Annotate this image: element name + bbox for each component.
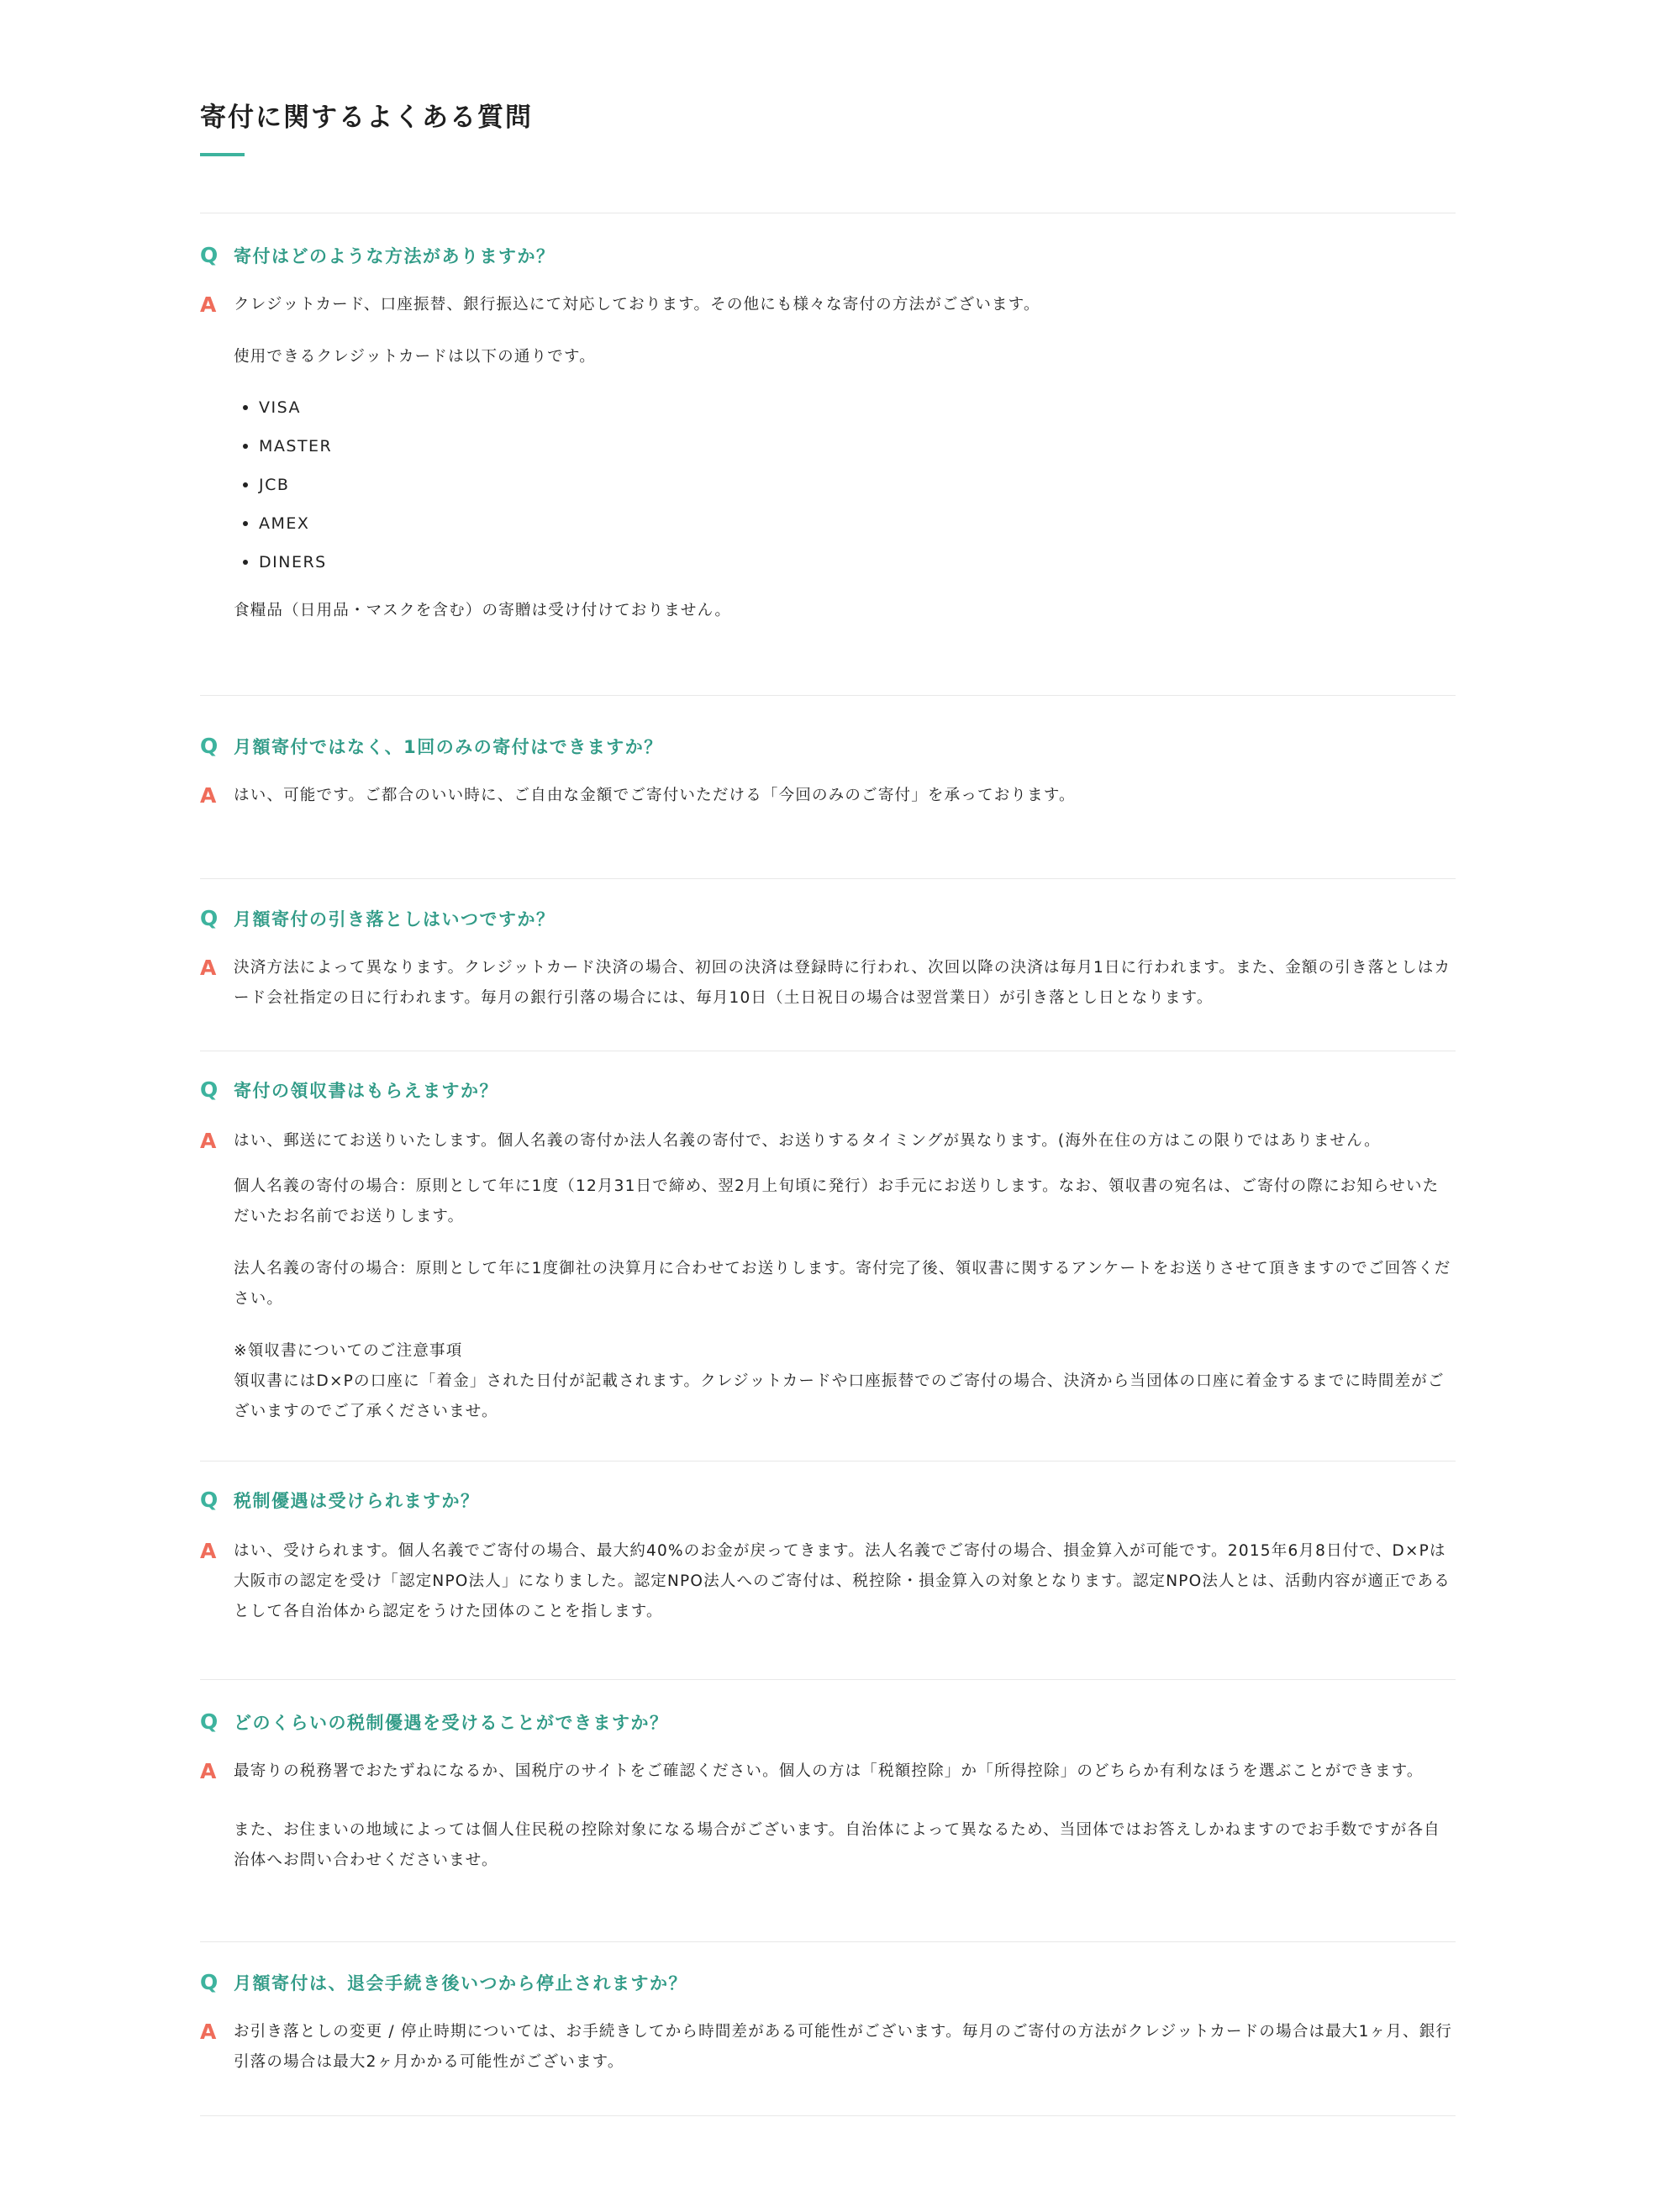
faq-question[interactable]: 寄付はどのような方法がありますか？ (234, 246, 556, 266)
faq-question[interactable]: 寄付の領収書はもらえますか？ (234, 1081, 498, 1101)
answer-paragraph: お引き落としの変更 / 停止時期については、お手続きしてから時間差がある可能性がございます。毎月のご寄付の方法がクレジットカードの場合は最大1ヶ月、銀行引落の場合は最大2ヶ月かかる可能性がございます。 (234, 2023, 1453, 2071)
bullet-icon (243, 482, 248, 487)
answer-mark-icon: A (200, 1129, 217, 1153)
credit-card-name: MASTER (259, 437, 333, 456)
answer-paragraph: はい、郵送にてお送りいたします。個人名義の寄付か法人名義の寄付で、お送りするタイミングが異なります。(海外在住の方はこの限りではありません。 (234, 1132, 1381, 1150)
list-item (234, 429, 1454, 468)
answer-mark-icon: A (200, 1759, 217, 1783)
faq-answer-body (234, 781, 1454, 811)
faq-question-row[interactable] (200, 1966, 1456, 1999)
receipt-note-title: ※領収書についてのご注意事項 (234, 1342, 463, 1360)
answer-paragraph: 決済方法によって異なります。クレジットカード決済の場合、初回の決済は登録時に行われ、次回以降の決済は毎月1日に行われます。また、金額の引き落としはカード会社指定の日に行われます。毎月の銀行引落の場合には、毎月10日（土日祝日の場合は翌営業日）が引き落とし日となります。 (234, 959, 1451, 1007)
answer-mark-icon: A (200, 1539, 217, 1563)
answer-paragraph: 最寄りの税務署でおたずねになるか、国税庁のサイトをご確認ください。個人の方は「税額控除」か「所得控除」のどちらか有利なほうを選ぶことができます。 (234, 1762, 1424, 1780)
bullet-icon (243, 405, 248, 410)
credit-card-name: AMEX (259, 514, 310, 533)
page-title: 寄付に関するよくある質問 (200, 103, 533, 133)
credit-card-name: DINERS (259, 553, 327, 571)
faq-answer-body (234, 1126, 1454, 1427)
answer-mark-icon: A (200, 783, 217, 808)
faq-item-one-time-donation (200, 695, 1456, 879)
faq-item-tax-benefits (200, 1461, 1456, 1680)
answer-mark-icon: A (200, 292, 217, 317)
question-mark-icon: Q (200, 734, 219, 758)
answer-paragraph: 食糧品（日用品・マスクを含む）の寄贈は受け付けておりません。 (234, 602, 732, 619)
faq-question-row[interactable] (200, 1705, 1456, 1739)
list-item (234, 391, 1454, 429)
answer-mark-icon: A (200, 956, 217, 980)
question-mark-icon: Q (200, 1488, 219, 1512)
bullet-icon (243, 521, 248, 526)
list-item (234, 545, 1454, 584)
faq-item-receipt (200, 1051, 1456, 1462)
faq-question[interactable]: 税制優遇は受けられますか？ (234, 1491, 480, 1511)
faq-item-payment-methods (200, 213, 1456, 696)
receipt-note-body: 領収書にはD×Pの口座に「着金」された日付が記載されます。クレジットカードや口座振替でのご寄付の場合、決済から当団体の口座に着金するまでに時間差がございますのでご了承くださいませ。 (234, 1372, 1445, 1420)
faq-question[interactable]: どのくらいの税制優遇を受けることができますか？ (234, 1713, 669, 1733)
faq-question[interactable]: 月額寄付は、退会手続き後いつから停止されますか？ (234, 1973, 687, 1993)
faq-question-row[interactable] (200, 902, 1456, 935)
faq-question-row[interactable] (200, 729, 1456, 763)
faq-item-cancel-monthly (200, 1941, 1456, 2116)
bullet-icon (243, 560, 248, 565)
question-mark-icon: Q (200, 906, 219, 930)
faq-item-withdrawal-date (200, 878, 1456, 1051)
question-mark-icon: Q (200, 1709, 219, 1734)
bullet-icon (243, 444, 248, 449)
credit-card-name: VISA (259, 398, 302, 417)
faq-question[interactable]: 月額寄付の引き落としはいつですか？ (234, 909, 556, 930)
answer-paragraph: はい、受けられます。個人名義でご寄付の場合、最大約40%のお金が戻ってきます。法人名義でご寄付の場合、損金算入が可能です。2015年6月8日付で、D×Pは大阪市の認定を受け「認定NPO法人」になりました。認定NPO法人へのご寄付は、税控除・損金算入の対象となります。認定NPO法人とは、活動内容が適正であるとして各自治体から認定をうけた団体のことを指します。 (234, 1542, 1451, 1620)
list-item (234, 507, 1454, 545)
faq-question-row[interactable] (200, 1073, 1456, 1107)
faq-question-row[interactable] (200, 1483, 1456, 1517)
answer-paragraph: はい、可能です。ご都合のいい時に、ご自由な金額でご寄付いただける「今回のみのご寄付」を承っております。 (234, 787, 1076, 804)
faq-question-row[interactable] (200, 239, 1456, 272)
question-mark-icon: Q (200, 1970, 219, 1994)
faq-answer-body (234, 953, 1454, 1014)
faq-answer-body (234, 290, 1454, 626)
answer-paragraph: 法人名義の寄付の場合：原則として年に1度御社の決算月に合わせてお送りします。寄付完了後、領収書に関するアンケートをお送りさせて頂きますのでご回答ください。 (234, 1260, 1451, 1308)
faq-answer-body (234, 1756, 1454, 1876)
answer-paragraph: 使用できるクレジットカードは以下の通りです。 (234, 348, 596, 366)
question-mark-icon: Q (200, 1077, 219, 1102)
faq-question[interactable]: 月額寄付ではなく、1回のみの寄付はできますか？ (234, 737, 663, 757)
question-mark-icon: Q (200, 243, 219, 267)
faq-answer-body (234, 2017, 1454, 2078)
credit-card-list (234, 391, 1454, 584)
answer-paragraph: クレジットカード、口座振替、銀行振込にて対応しております。その他にも様々な寄付の方法がございます。 (234, 296, 1040, 313)
answer-paragraph: 個人名義の寄付の場合：原則として年に1度（12月31日で締め、翌2月上旬頃に発行）お手元にお送りします。なお、領収書の宛名は、ご寄付の際にお知らせいただいたお名前でお送りします。 (234, 1177, 1440, 1225)
answer-paragraph: また、お住まいの地域によっては個人住民税の控除対象になる場合がございます。自治体によって異なるため、当団体ではお答えしかねますのでお手数ですが各自治体へお問い合わせくださいませ。 (234, 1821, 1440, 1869)
title-underline (200, 153, 245, 156)
faq-item-tax-amount (200, 1679, 1456, 1942)
faq-answer-body (234, 1536, 1454, 1627)
credit-card-name: JCB (259, 476, 290, 494)
answer-mark-icon: A (200, 2020, 217, 2044)
list-item (234, 468, 1454, 507)
